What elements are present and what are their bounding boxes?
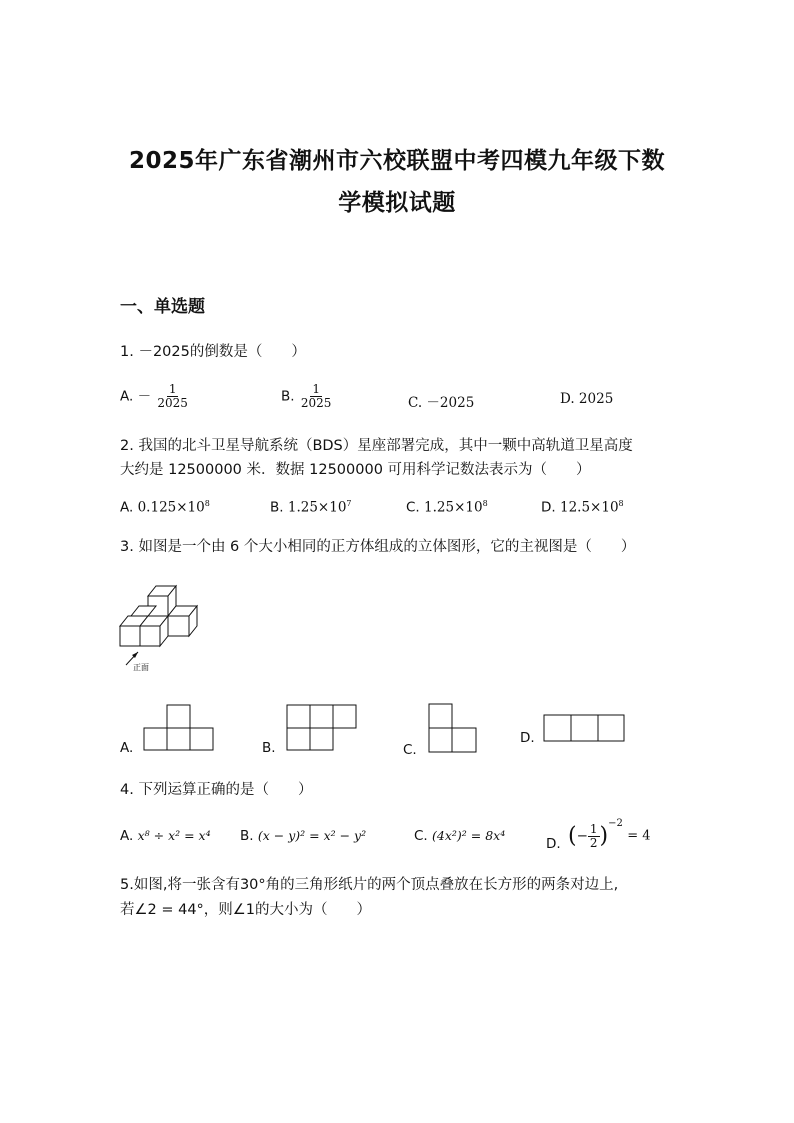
q3-option-c-label: C. <box>403 742 417 758</box>
q3-option-a-figure <box>144 704 214 751</box>
q4-option-d <box>568 818 650 850</box>
q2-d-label: D. <box>541 499 556 516</box>
q1-a-sign: － <box>137 388 152 405</box>
q2-a-label: A. <box>120 499 134 516</box>
q2-b-exponent: 7 <box>346 499 352 508</box>
question-5-line-2: 若∠2 = 44°，则∠1的大小为（ ） <box>120 902 372 918</box>
q2-d-base: 12.5×10 <box>559 499 619 516</box>
q1-b-denominator: 2025 <box>300 396 332 410</box>
q1-option-d: D. 2025 <box>560 391 614 407</box>
section-heading: 一、单选题 <box>120 297 205 317</box>
q2-c-base: 1.25×10 <box>424 499 483 516</box>
q2-option-c <box>406 499 488 516</box>
question-3-stem: 3. 如图是一个由 6 个大小相同的正方体组成的立体图形，它的主视图是（ ） <box>120 539 636 555</box>
q4-d-denominator: 2 <box>589 835 598 850</box>
q1-b-numerator: 1 <box>312 382 320 396</box>
q1-b-label: B. <box>281 388 295 405</box>
q3-option-d-label: D. <box>520 730 535 746</box>
q2-b-base: 1.25×10 <box>287 499 347 516</box>
q4-b-expression: (x − y)² = x² − y² <box>257 828 367 843</box>
q4-c-expression: (4x²)² = 8x⁴ <box>432 828 506 843</box>
question-2-line-1: 2. 我国的北斗卫星导航系统（BDS）星座部署完成，其中一颗中高轨道卫星高度 <box>120 438 633 454</box>
q1-option-b <box>281 383 333 410</box>
q1-a-label: A. <box>120 388 134 405</box>
q2-option-d <box>541 499 624 516</box>
q4-option-a <box>120 828 211 844</box>
question-4-stem: 4. 下列运算正确的是（ ） <box>120 782 313 798</box>
q3-option-d-figure <box>543 714 625 742</box>
q3-option-b-figure <box>287 704 357 751</box>
q4-c-label: C. <box>414 828 428 844</box>
question-5-line-1: 5.如图,将一张含有30°角的三角形纸片的两个顶点叠放在长方形的两条对边上, <box>120 877 619 893</box>
q1-a-numerator: 1 <box>168 382 177 396</box>
q3-option-a-label: A. <box>120 740 134 756</box>
q1-option-c: C. －2025 <box>408 395 475 411</box>
q2-a-base: 0.125×10 <box>137 499 205 516</box>
title-line-1: 2025年广东省潮州市六校联盟中考四模九年级下数 <box>128 148 665 174</box>
q2-b-label: B. <box>270 499 284 516</box>
q4-d-exponent: −2 <box>608 818 623 829</box>
q1-option-a <box>120 383 190 410</box>
q3-option-c-figure <box>428 703 478 753</box>
q2-option-b <box>270 499 352 516</box>
q1-a-denominator: 2025 <box>157 396 188 410</box>
q2-c-exponent: 8 <box>482 499 488 508</box>
q4-option-d-label: D. <box>546 836 561 852</box>
q2-a-exponent: 8 <box>204 499 210 508</box>
q2-d-exponent: 8 <box>618 499 624 508</box>
title-line-2: 学模拟试题 <box>338 190 456 216</box>
question-1-stem: 1. －2025的倒数是（ ） <box>120 344 306 360</box>
q3-option-b-label: B. <box>262 740 276 756</box>
q4-option-b <box>240 828 366 844</box>
q4-d-numerator: 1 <box>589 821 598 836</box>
q4-d-left-paren: ( <box>568 823 577 849</box>
q4-d-minus: − <box>576 828 588 844</box>
q2-option-a <box>120 499 210 516</box>
question-2-line-2: 大约是 12500000 米．数据 12500000 可用科学记数法表示为（ ） <box>120 462 591 478</box>
q4-a-label: A. <box>120 828 134 844</box>
q4-a-expression: x⁸ ÷ x² = x⁴ <box>137 828 211 843</box>
q4-d-fraction <box>588 823 600 850</box>
q2-c-label: C. <box>406 499 420 516</box>
front-view-label: 正面 <box>133 663 149 672</box>
q1-a-fraction <box>155 383 190 410</box>
q4-b-label: B. <box>240 828 254 844</box>
q1-b-fraction <box>299 383 334 410</box>
q4-d-result: = 4 <box>627 828 651 844</box>
q4-option-c <box>414 828 505 844</box>
q4-d-right-paren: ) <box>599 823 609 849</box>
